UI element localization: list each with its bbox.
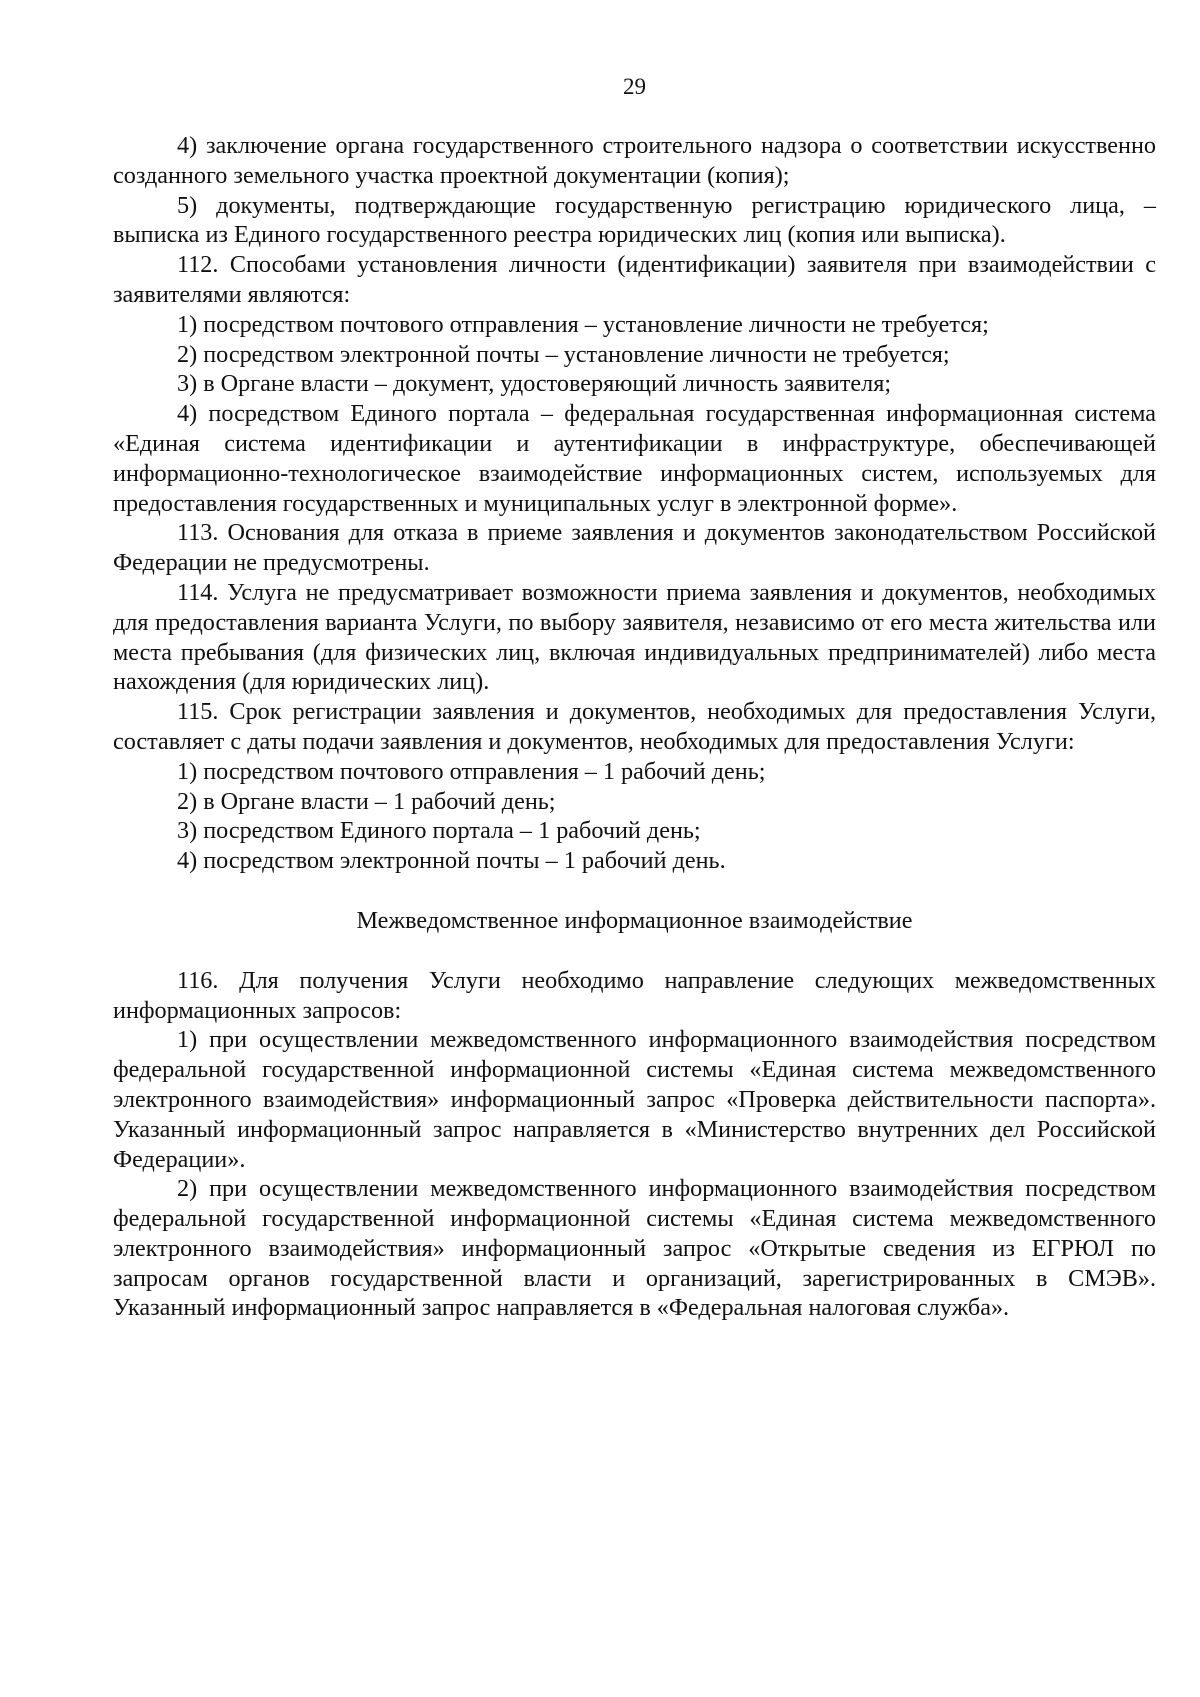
paragraph-112: 112. Способами установления личности (идентификации) заявителя при взаимодействии с заявителями являются: <box>113 251 1156 308</box>
paragraph-116: 116. Для получения Услуги необходимо направление следующих межведомственных информационных запросов: <box>113 966 1156 1024</box>
paragraph-115-item-3: 3) посредством Единого портала – 1 рабочий день; <box>177 817 701 845</box>
paragraph-114: 114. Услуга не предусматривает возможности приема заявления и документов, необходимых для предоставления варианта Услуги, по выбору заявителя, независимо от его места жительства или места пребывания (для физических лиц, включая индивидуальных предпринимателей) либо места нахождения (для юридических лиц). <box>113 578 1156 696</box>
paragraph-116-item-1: 1) при осуществлении межведомственного информационного взаимодействия посредством федеральной государственной информационной системы «Единая система межведомственного электронного взаимодействия» информационный запрос «Проверка действительности паспорта». Указанный информационный запрос направляется в «Министерство внутренних дел Российской Федерации». <box>113 1026 1156 1173</box>
paragraph-112-item-3: 3) в Органе власти – документ, удостоверяющий личность заявителя; <box>177 370 892 398</box>
paragraph-112-item-4: 4) посредством Единого портала – федеральная государственная информационная система «Единая система идентификации и аутентификации в инфраструктуре, обеспечивающей информационно-технологическое взаимодействие информационных систем, используемых для предоставления государственных и муниципальных услуг в электронной форме». <box>113 400 1156 517</box>
document-body <box>113 131 1156 1323</box>
paragraph-112-item-2: 2) посредством электронной почты – установление личности не требуется; <box>177 340 950 368</box>
paragraph-116-item-2: 2) при осуществлении межведомственного информационного взаимодействия посредством федеральной государственной информационной системы «Единая система межведомственного электронного взаимодействия» информационный запрос «Открытые сведения из ЕГРЮЛ по запросам органов государственной власти и организаций, зарегистрированных в СМЭВ». Указанный информационный запрос направляется в «Федеральная налоговая служба». <box>113 1175 1156 1322</box>
paragraph-115: 115. Срок регистрации заявления и документов, необходимых для предоставления Услуги, составляет с даты подачи заявления и документов, необходимых для предоставления Услуги: <box>113 698 1156 755</box>
paragraph-113: 113. Основания для отказа в приеме заявления и документов законодательством Российской Федерации не предусмотрены. <box>113 519 1156 577</box>
paragraph-115-item-2: 2) в Органе власти – 1 рабочий день; <box>177 787 556 815</box>
section-heading: Межведомственное информационное взаимодействие <box>356 906 913 934</box>
page-number: 29 <box>623 74 646 99</box>
paragraph-item-5-registration-docs: 5) документы, подтверждающие государственную регистрацию юридического лица, – выписка из Единого государственного реестра юридических лиц (копия или выписка). <box>113 191 1156 249</box>
paragraph-115-item-4: 4) посредством электронной почты – 1 рабочий день. <box>177 847 726 875</box>
paragraph-112-item-1: 1) посредством почтового отправления – установление личности не требуется; <box>177 310 989 338</box>
paragraph-item-4-conclusion: 4) заключение органа государственного строительного надзора о соответствии искусственно созданного земельного участка проектной документации (копия); <box>113 132 1156 189</box>
paragraph-115-item-1: 1) посредством почтового отправления – 1 рабочий день; <box>177 757 766 785</box>
